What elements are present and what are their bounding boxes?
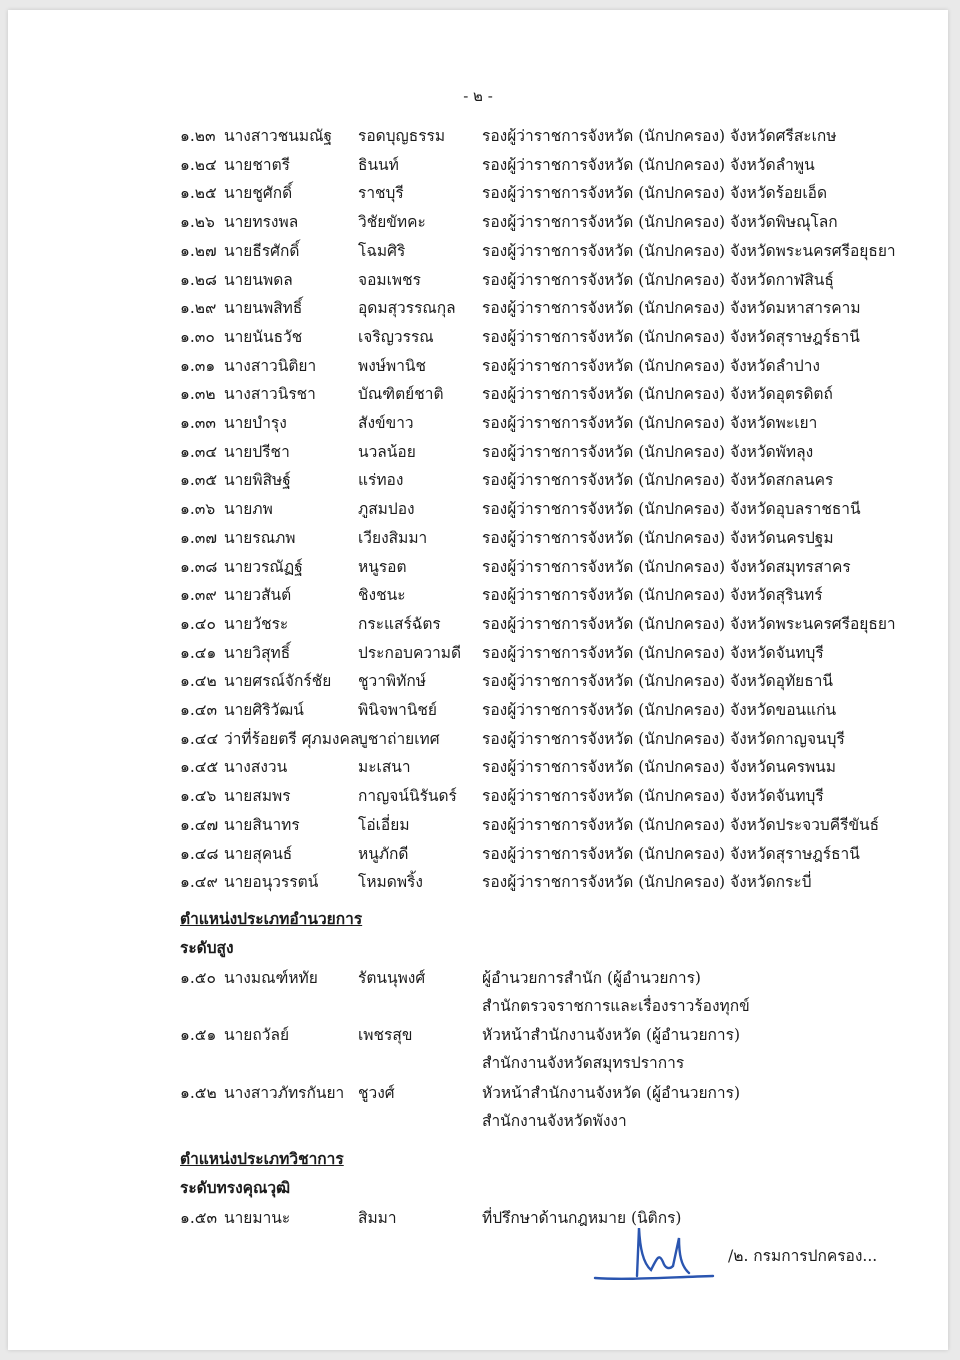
last-name: กาญจน์นิรันดร์ [358,787,457,806]
section-heading-director: ตำแหน่งประเภทอำนวยการ [180,909,363,928]
level-heading-expert: ระดับทรงคุณวุฒิ [180,1178,291,1197]
last-name: ประกอบความดี [358,643,462,662]
item-number: ๑.๓๖ [180,500,216,519]
position-title: รองผู้ว่าราชการจังหวัด (นักปกครอง) จังหวัดนครพนม [482,758,836,777]
position-title: รองผู้ว่าราชการจังหวัด (นักปกครอง) จังหวัดประจวบคีรีขันธ์ [482,815,880,834]
position-office: สำนักงานจังหวัดพังงา [482,1112,627,1130]
first-name: นายถวัลย์ [224,1026,290,1044]
first-name: นายวัชระ [224,614,289,633]
first-name: นายพิสิษฐ์ [224,471,291,490]
item-number: ๑.๓๔ [180,442,218,461]
last-name: พินิจพานิชย์ [358,701,438,719]
position-title: รองผู้ว่าราชการจังหวัด (นักปกครอง) จังหวัดพิษณุโลก [482,213,838,232]
position-title: ที่ปรึกษาด้านกฎหมาย (นิติกร) [482,1209,682,1227]
last-name: กระแสร์ฉัตร [358,614,441,633]
item-number: ๑.๕๒ [180,1084,217,1102]
position-title: รองผู้ว่าราชการจังหวัด (นักปกครอง) จังหวัดกระบี่ [482,873,812,892]
item-number: ๑.๔๒ [180,672,217,691]
position-title: รองผู้ว่าราชการจังหวัด (นักปกครอง) จังหวัดสุราษฎร์ธานี [482,327,860,346]
last-name: หนูภักดี [358,844,409,863]
item-number: ๑.๔๕ [180,758,219,777]
position-title: รองผู้ว่าราชการจังหวัด (นักปกครอง) จังหวัดพระนครศรีอยุธยา [482,614,896,633]
position-title: รองผู้ว่าราชการจังหวัด (นักปกครอง) จังหวัดสมุทรสาคร [482,557,851,576]
item-number: ๑.๓๗ [180,528,218,547]
last-name: ภูสมปอง [358,500,415,519]
position-title: หัวหน้าสำนักงานจังหวัด (ผู้อำนวยการ) [482,1084,740,1102]
first-name: นายสินาทร [224,815,300,834]
first-name: นายธีรศักดิ์ [224,241,300,260]
position-title: ผู้อำนวยการสำนัก (ผู้อำนวยการ) [482,969,701,987]
item-number: ๑.๒๖ [180,213,215,232]
last-name: แร่ทอง [358,471,404,490]
last-name: ชูวาพิทักษ์ [358,672,426,691]
first-name: นายอนุวรรตน์ [224,873,319,892]
item-number: ๑.๔๐ [180,614,216,633]
item-number: ๑.๒๔ [180,155,217,174]
item-number: ๑.๒๗ [180,241,217,260]
item-number: ๑.๓๐ [180,327,215,346]
signature-image [593,1218,723,1288]
position-title: รองผู้ว่าราชการจังหวัด (นักปกครอง) จังหวัดลำพูน [482,155,815,174]
last-name: รอดบุญธรรม [358,127,446,145]
item-number: ๑.๓๕ [180,471,218,490]
position-title: รองผู้ว่าราชการจังหวัด (นักปกครอง) จังหวัดลำปาง [482,356,820,375]
last-name: รัตนนุพงศ์ [358,969,426,987]
item-number: ๑.๓๓ [180,414,216,432]
position-title: หัวหน้าสำนักงานจังหวัด (ผู้อำนวยการ) [482,1026,740,1044]
position-title: รองผู้ว่าราชการจังหวัด (นักปกครอง) จังหวัดอุบลราชธานี [482,500,861,519]
item-number: ๑.๔๙ [180,873,218,892]
last-name: หนูรอต [358,557,407,576]
position-title: รองผู้ว่าราชการจังหวัด (นักปกครอง) จังหวัดจันทบุรี [482,643,824,662]
position-title: รองผู้ว่าราชการจังหวัด (นักปกครอง) จังหวัดอุทัยธานี [482,672,834,691]
item-number: ๑.๔๘ [180,844,219,863]
item-number: ๑.๓๘ [180,557,218,576]
first-name: นายสมพร [224,787,291,806]
last-name: พงษ์พานิช [358,356,427,375]
last-name: นวลน้อย [358,442,416,461]
item-number: ๑.๓๒ [180,385,216,404]
position-title: รองผู้ว่าราชการจังหวัด (นักปกครอง) จังหวัดพระนครศรีอยุธยา [482,241,896,260]
position-office: สำนักตรวจราชการและเรื่องราวร้องทุกข์ [482,997,750,1015]
last-name: มะเสนา [358,758,411,777]
item-number: ๑.๒๕ [180,184,217,203]
section-heading-academic: ตำแหน่งประเภทวิชาการ [180,1149,344,1168]
first-name: นายสุคนธ์ [224,844,293,863]
position-title: รองผู้ว่าราชการจังหวัด (นักปกครอง) จังหวัดศรีสะเกษ [482,127,837,145]
position-title: รองผู้ว่าราชการจังหวัด (นักปกครอง) จังหวัดร้อยเอ็ด [482,184,828,203]
first-name: นายนพดล [224,270,293,289]
first-name: นายวสันต์ [224,586,292,605]
continuation-note: /๒. กรมการปกครอง... [728,1247,878,1265]
last-name: เวียงสิมมา [358,528,428,547]
item-number: ๑.๒๙ [180,299,217,318]
first-name: นางสงวน [224,758,288,777]
first-name: นายชูศักดิ์ [224,184,293,203]
first-name: นายนพสิทธิ์ [224,299,303,318]
last-name: วิชัยขัทคะ [358,213,426,232]
position-title: รองผู้ว่าราชการจังหวัด (นักปกครอง) จังหวัดพะเยา [482,414,818,432]
first-name: นางสาวนิรชา [224,385,316,404]
position-title: รองผู้ว่าราชการจังหวัด (นักปกครอง) จังหวัดสกลนคร [482,471,834,490]
last-name: สังข์ขาว [358,414,414,432]
item-number: ๑.๔๖ [180,787,217,806]
first-name: นางมณฑ์หทัย [224,969,318,987]
first-name: นายวรณัฏฐ์ [224,557,303,576]
last-name: โหมดพริ้ง [358,873,423,892]
first-name: นางสาวภัทรกันยา [224,1084,345,1102]
last-name: สิมมา [358,1209,397,1227]
item-number: ๑.๓๑ [180,356,216,375]
first-name: นายบำรุง [224,414,287,432]
first-name: ว่าที่ร้อยตรี ศุภมงคล [224,729,360,748]
position-title: รองผู้ว่าราชการจังหวัด (นักปกครอง) จังหวัดสุรินทร์ [482,586,823,605]
first-name: นายปรีชา [224,442,290,461]
page-number: - ๒ - [463,87,493,105]
position-title: รองผู้ว่าราชการจังหวัด (นักปกครอง) จังหวัดสุราษฎร์ธานี [482,844,860,863]
item-number: ๑.๕๑ [180,1026,217,1044]
first-name: นางสาวชนมณัฐ [224,127,333,145]
last-name: ราชบุรี [358,184,404,203]
first-name: นายภพ [224,500,273,519]
position-title: รองผู้ว่าราชการจังหวัด (นักปกครอง) จังหวัดขอนแก่น [482,701,837,719]
item-number: ๑.๒๓ [180,127,216,145]
item-number: ๑.๒๘ [180,270,217,289]
document-page [8,10,948,1350]
last-name: บูชาถ่ายเทศ [358,729,440,748]
position-title: รองผู้ว่าราชการจังหวัด (นักปกครอง) จังหวัดพัทลุง [482,442,814,461]
position-title: รองผู้ว่าราชการจังหวัด (นักปกครอง) จังหวัดกาฬสินธุ์ [482,270,834,289]
first-name: นายทรงพล [224,213,299,232]
position-office: สำนักงานจังหวัดสมุทรปราการ [482,1054,685,1072]
item-number: ๑.๓๙ [180,586,217,605]
last-name: ธินนท์ [358,155,399,174]
item-number: ๑.๔๑ [180,643,217,662]
first-name: นายศรณ์จักร์ชัย [224,672,332,691]
position-title: รองผู้ว่าราชการจังหวัด (นักปกครอง) จังหวัดนครปฐม [482,528,834,547]
first-name: นายรณภพ [224,528,296,547]
first-name: นายนันธวัช [224,327,303,346]
last-name: โฉมศิริ [358,241,406,260]
last-name: ชูวงศ์ [358,1084,395,1102]
last-name: จอมเพชร [358,270,421,289]
last-name: เพชรสุข [358,1026,413,1044]
last-name: บัณฑิตย์ชาติ [358,385,444,404]
first-name: นางสาวนิติยา [224,356,317,375]
item-number: ๑.๕๐ [180,969,216,987]
position-title: รองผู้ว่าราชการจังหวัด (นักปกครอง) จังหวัดมหาสารคาม [482,299,861,318]
item-number: ๑.๔๔ [180,729,219,748]
first-name: นายศิริวัฒน์ [224,701,304,719]
first-name: นายมานะ [224,1209,291,1227]
first-name: นายวิสุทธิ์ [224,643,291,662]
level-heading-senior: ระดับสูง [180,938,234,957]
last-name: ชิงชนะ [358,586,406,605]
item-number: ๑.๕๓ [180,1209,218,1227]
position-title: รองผู้ว่าราชการจังหวัด (นักปกครอง) จังหวัดจันทบุรี [482,787,824,806]
first-name: นายชาตรี [224,155,290,174]
position-title: รองผู้ว่าราชการจังหวัด (นักปกครอง) จังหวัดกาญจนบุรี [482,729,845,748]
last-name: โอ่เอี่ยม [358,815,410,834]
last-name: อุดมสุวรรณกุล [358,299,456,318]
item-number: ๑.๔๓ [180,701,218,719]
position-title: รองผู้ว่าราชการจังหวัด (นักปกครอง) จังหวัดอุตรดิตถ์ [482,385,833,404]
item-number: ๑.๔๗ [180,815,219,834]
last-name: เจริญวรรณ [358,327,434,346]
